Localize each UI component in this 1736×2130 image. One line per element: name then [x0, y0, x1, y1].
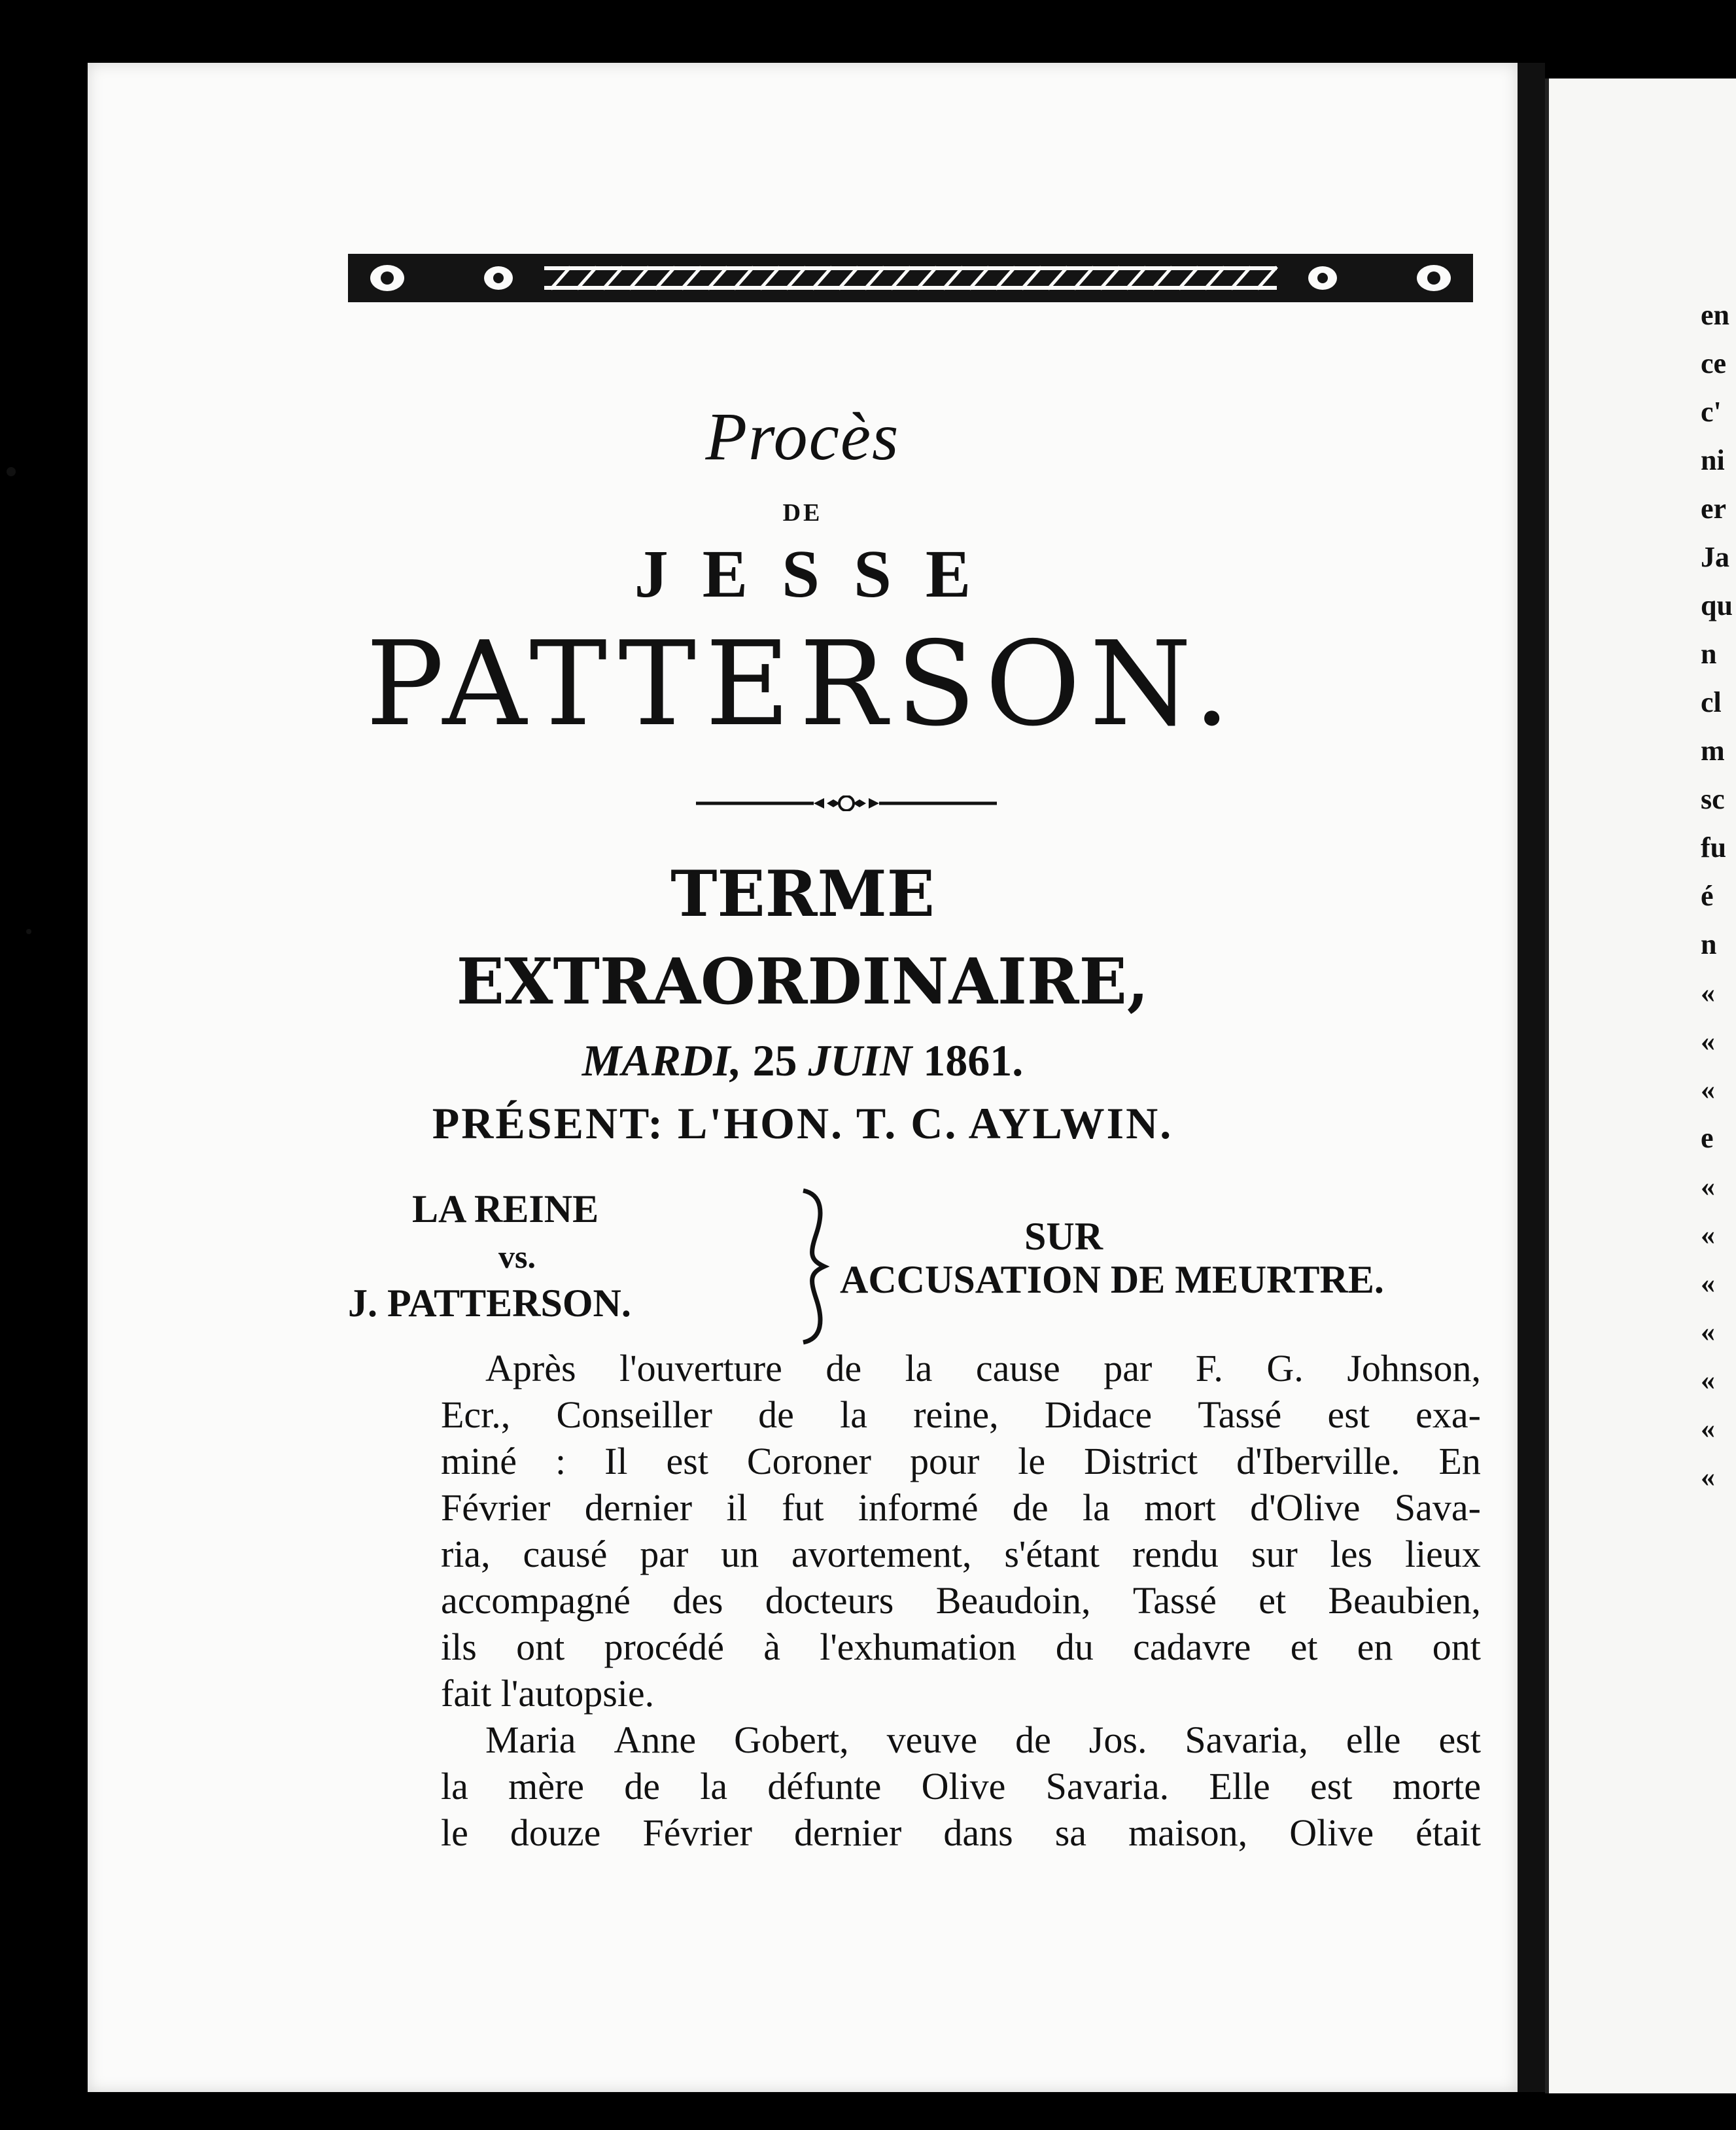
text-line	[441, 1577, 1481, 1624]
word: en	[1357, 1626, 1393, 1668]
word: s'étant	[1004, 1533, 1100, 1575]
word: Après	[485, 1347, 576, 1389]
facing-page-fragment: «	[1701, 1170, 1715, 1202]
testimony-text	[441, 1345, 1481, 1856]
title-first-name: JESSE	[634, 536, 1005, 612]
word: causé	[523, 1533, 608, 1575]
facing-page-fragment: er	[1701, 493, 1727, 525]
facing-page-fragment: «	[1701, 1316, 1715, 1348]
text-line	[441, 1484, 1481, 1531]
word: mort	[1144, 1486, 1216, 1529]
word: elle	[1345, 1719, 1401, 1761]
word: de	[825, 1347, 862, 1389]
facing-page-fragment: «	[1701, 1364, 1715, 1396]
word: des	[672, 1579, 723, 1622]
text-line	[441, 1531, 1481, 1577]
word: F.	[1195, 1347, 1223, 1389]
facing-page-fragment: «	[1701, 977, 1715, 1009]
word: l'ouverture	[619, 1347, 782, 1389]
word: exa-	[1415, 1393, 1481, 1436]
word: procédé	[604, 1626, 724, 1668]
word: Johnson,	[1347, 1347, 1481, 1389]
facing-page-fragment: n	[1701, 928, 1717, 960]
ornament-band-icon	[348, 249, 1473, 307]
binding-gutter	[1518, 63, 1545, 2092]
text-line	[441, 1809, 1481, 1856]
case-plaintiff: LA REINE	[412, 1187, 599, 1231]
charge-line1: SUR	[1024, 1215, 1103, 1258]
facing-page-fragment: «	[1701, 1412, 1715, 1444]
facing-page-fragment: en	[1701, 299, 1729, 331]
word: Ecr.,	[441, 1393, 511, 1436]
scan-speck	[26, 929, 31, 934]
word: informé	[858, 1486, 979, 1529]
word: par	[640, 1533, 689, 1575]
title-de: DE	[782, 499, 823, 527]
facing-page-fragment: Ja	[1701, 541, 1729, 573]
word: la	[441, 1765, 468, 1807]
facing-page-fragment: m	[1701, 735, 1725, 767]
word: lieux	[1404, 1533, 1481, 1575]
word: Savaria.	[1045, 1765, 1170, 1807]
word: Jos.	[1088, 1719, 1147, 1761]
word: d'Olive	[1250, 1486, 1361, 1529]
word: veuve	[886, 1719, 978, 1761]
word: dernier	[584, 1486, 693, 1529]
word: un	[721, 1533, 759, 1575]
facing-page-fragment: «	[1701, 1074, 1715, 1106]
word: accompagné	[441, 1579, 631, 1622]
word: et	[1259, 1579, 1287, 1622]
word: il	[726, 1486, 748, 1529]
session-heading-line2: EXTRAORDINAIRE,	[456, 945, 1149, 1019]
word: Tassé	[1198, 1393, 1282, 1436]
word: reine,	[913, 1393, 999, 1436]
decorative-rule-icon	[696, 795, 997, 811]
word: l'exhumation	[820, 1626, 1016, 1668]
facing-page-fragment: ni	[1701, 444, 1725, 476]
date-day: MARDI,	[582, 1036, 742, 1085]
word: dans	[943, 1811, 1013, 1854]
word: G.	[1266, 1347, 1304, 1389]
word: était	[1415, 1811, 1481, 1854]
date-year: 1861.	[923, 1036, 1024, 1085]
facing-page-fragment: é	[1701, 880, 1714, 912]
word: Beaubien,	[1328, 1579, 1481, 1622]
word: le	[441, 1811, 468, 1854]
facing-page-fragment: sc	[1701, 783, 1725, 815]
session-heading-line1: TERME	[670, 857, 935, 931]
word: District	[1084, 1440, 1198, 1482]
case-defendant: J. PATTERSON.	[348, 1282, 631, 1325]
word: Didace	[1044, 1393, 1153, 1436]
text-line	[441, 1763, 1481, 1809]
word: miné	[441, 1440, 517, 1482]
word: Février	[642, 1811, 752, 1854]
text-line	[441, 1438, 1481, 1484]
word: :	[555, 1440, 566, 1482]
case-brace-icon	[794, 1188, 833, 1345]
word: est	[1310, 1765, 1353, 1807]
word: Maria	[485, 1719, 576, 1761]
presiding-judge: PRÉSENT: L'HON. T. C. AYLWIN.	[432, 1098, 1173, 1148]
word: la	[905, 1347, 933, 1389]
word: la	[840, 1393, 867, 1436]
word: douze	[510, 1811, 601, 1854]
word: est	[1327, 1393, 1370, 1436]
word: le	[1018, 1440, 1046, 1482]
word: Beaudoin,	[935, 1579, 1091, 1622]
word: fut	[782, 1486, 824, 1529]
word: pour	[909, 1440, 980, 1482]
case-versus: vs.	[498, 1238, 536, 1275]
word: Olive	[921, 1765, 1006, 1807]
facing-page-fragment: «	[1701, 1267, 1715, 1299]
facing-page-fragment: «	[1701, 1025, 1715, 1057]
word: En	[1438, 1440, 1481, 1482]
word: du	[1055, 1626, 1094, 1668]
text-line	[441, 1391, 1481, 1438]
text-line	[441, 1345, 1481, 1391]
date-month: JUIN	[808, 1036, 912, 1085]
facing-page-fragment: e	[1701, 1122, 1714, 1154]
facing-page-fragment: c'	[1701, 396, 1722, 428]
word: de	[1012, 1486, 1049, 1529]
word: dernier	[794, 1811, 902, 1854]
word: Savaria,	[1185, 1719, 1308, 1761]
facing-page-fragment: «	[1701, 1461, 1715, 1493]
text-line	[441, 1717, 1481, 1763]
word: Il	[604, 1440, 628, 1482]
word: la	[1083, 1486, 1110, 1529]
facing-page-fragment: «	[1701, 1219, 1715, 1251]
word: Tassé	[1132, 1579, 1217, 1622]
word: de	[624, 1765, 661, 1807]
word: sa	[1054, 1811, 1087, 1854]
word: d'Iberville.	[1236, 1440, 1400, 1482]
word: mère	[508, 1765, 585, 1807]
word: cadavre	[1133, 1626, 1251, 1668]
title-last-name: PATTERSON.	[366, 616, 1240, 752]
facing-page-fragment: ce	[1701, 347, 1727, 379]
word: sur	[1251, 1533, 1298, 1575]
word: Sava-	[1394, 1486, 1481, 1529]
facing-page-fragment: qu	[1701, 589, 1733, 621]
word: Anne	[614, 1719, 697, 1761]
word: ont	[516, 1626, 565, 1668]
text-line: fait l'autopsie.	[441, 1672, 655, 1715]
word: Février	[441, 1486, 551, 1529]
word: la	[700, 1765, 728, 1807]
scan-speck	[7, 467, 16, 476]
facing-page-fragment: fu	[1701, 831, 1727, 864]
title-proces: Procès	[705, 399, 900, 474]
date-number: 25	[752, 1036, 797, 1085]
facing-page-edge	[1545, 79, 1736, 2093]
word: et	[1290, 1626, 1318, 1668]
word: cause	[975, 1347, 1060, 1389]
word: Elle	[1209, 1765, 1270, 1807]
word: morte	[1392, 1765, 1481, 1807]
document-page	[88, 63, 1518, 2092]
word: Conseiller	[556, 1393, 712, 1436]
word: Coroner	[746, 1440, 871, 1482]
word: docteurs	[765, 1579, 894, 1622]
word: avortement,	[791, 1533, 972, 1575]
word: ils	[441, 1626, 477, 1668]
word: est	[1438, 1719, 1481, 1761]
word: défunte	[767, 1765, 882, 1807]
session-date	[88, 1035, 1518, 1087]
charge-line2: ACCUSATION DE MEURTRE.	[840, 1258, 1384, 1301]
word: maison,	[1128, 1811, 1248, 1854]
word: Olive	[1289, 1811, 1374, 1854]
word: ria,	[441, 1533, 491, 1575]
word: Gobert,	[734, 1719, 849, 1761]
word: ont	[1432, 1626, 1481, 1668]
word: par	[1103, 1347, 1153, 1389]
text-line	[441, 1624, 1481, 1670]
word: à	[763, 1626, 780, 1668]
word: rendu	[1132, 1533, 1219, 1575]
facing-page-fragment: n	[1701, 638, 1717, 670]
word: de	[1015, 1719, 1051, 1761]
word: les	[1330, 1533, 1373, 1575]
word: de	[758, 1393, 794, 1436]
facing-page-fragment: cl	[1701, 686, 1722, 718]
word: est	[666, 1440, 708, 1482]
